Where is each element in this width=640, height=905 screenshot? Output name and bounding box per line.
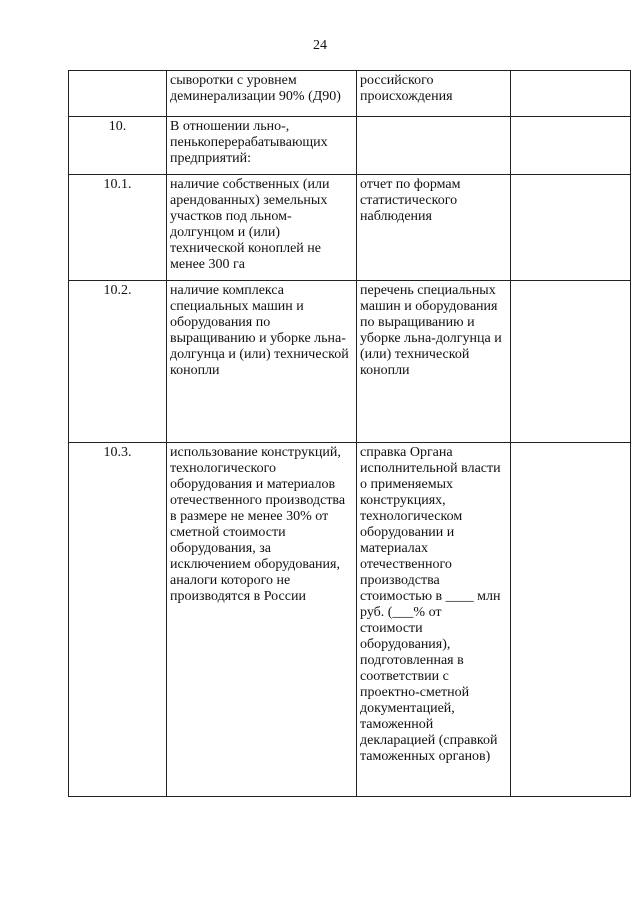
criterion-cell: сыворотки с уровнем деминерализации 90% (Д90) — [167, 71, 357, 117]
table-row — [69, 281, 631, 443]
criterion-cell: В отношении льно-, пенькоперерабатывающих предприятий: — [167, 117, 357, 175]
document-cell: перечень специальных машин и оборудования по выращиванию и уборке льна-долгунца и (или) технической конопли — [357, 281, 511, 443]
document-cell: российского происхождения — [357, 71, 511, 117]
row-number: 10.2. — [69, 281, 167, 443]
table-row — [69, 443, 631, 797]
empty-cell — [511, 175, 631, 281]
criterion-cell: наличие собственных (или арендованных) земельных участков под льном-долгунцом и (или) технической коноплей не менее 300 га — [167, 175, 357, 281]
document-cell: справка Органа исполнительной власти о применяемых конструкциях, технологическом оборудовании и материалах отечественного производства стоимостью в ____ млн руб. (___% от стоимости оборудования), подготовленная в соответствии с проектно-сметной документацией, таможенной декларацией (справкой таможенных органов) — [357, 443, 511, 797]
row-number: 10.1. — [69, 175, 167, 281]
empty-cell — [511, 117, 631, 175]
table-row — [69, 175, 631, 281]
row-number — [69, 71, 167, 117]
row-number: 10.3. — [69, 443, 167, 797]
criterion-cell: использование конструкций, технологического оборудования и материалов отечественного производства в размере не менее 30% от сметной стоимости оборудования, за исключением оборудования, аналоги которого не производятся в России — [167, 443, 357, 797]
criterion-cell: наличие комплекса специальных машин и оборудования по выращиванию и уборке льна-долгунца и (или) технической конопли — [167, 281, 357, 443]
document-cell: отчет по формам статистического наблюдения — [357, 175, 511, 281]
empty-cell — [511, 71, 631, 117]
empty-cell — [511, 281, 631, 443]
table-row — [69, 71, 631, 117]
criteria-table — [68, 70, 631, 797]
document-cell — [357, 117, 511, 175]
empty-cell — [511, 443, 631, 797]
page-number: 24 — [313, 38, 327, 53]
table-row — [69, 117, 631, 175]
row-number: 10. — [69, 117, 167, 175]
